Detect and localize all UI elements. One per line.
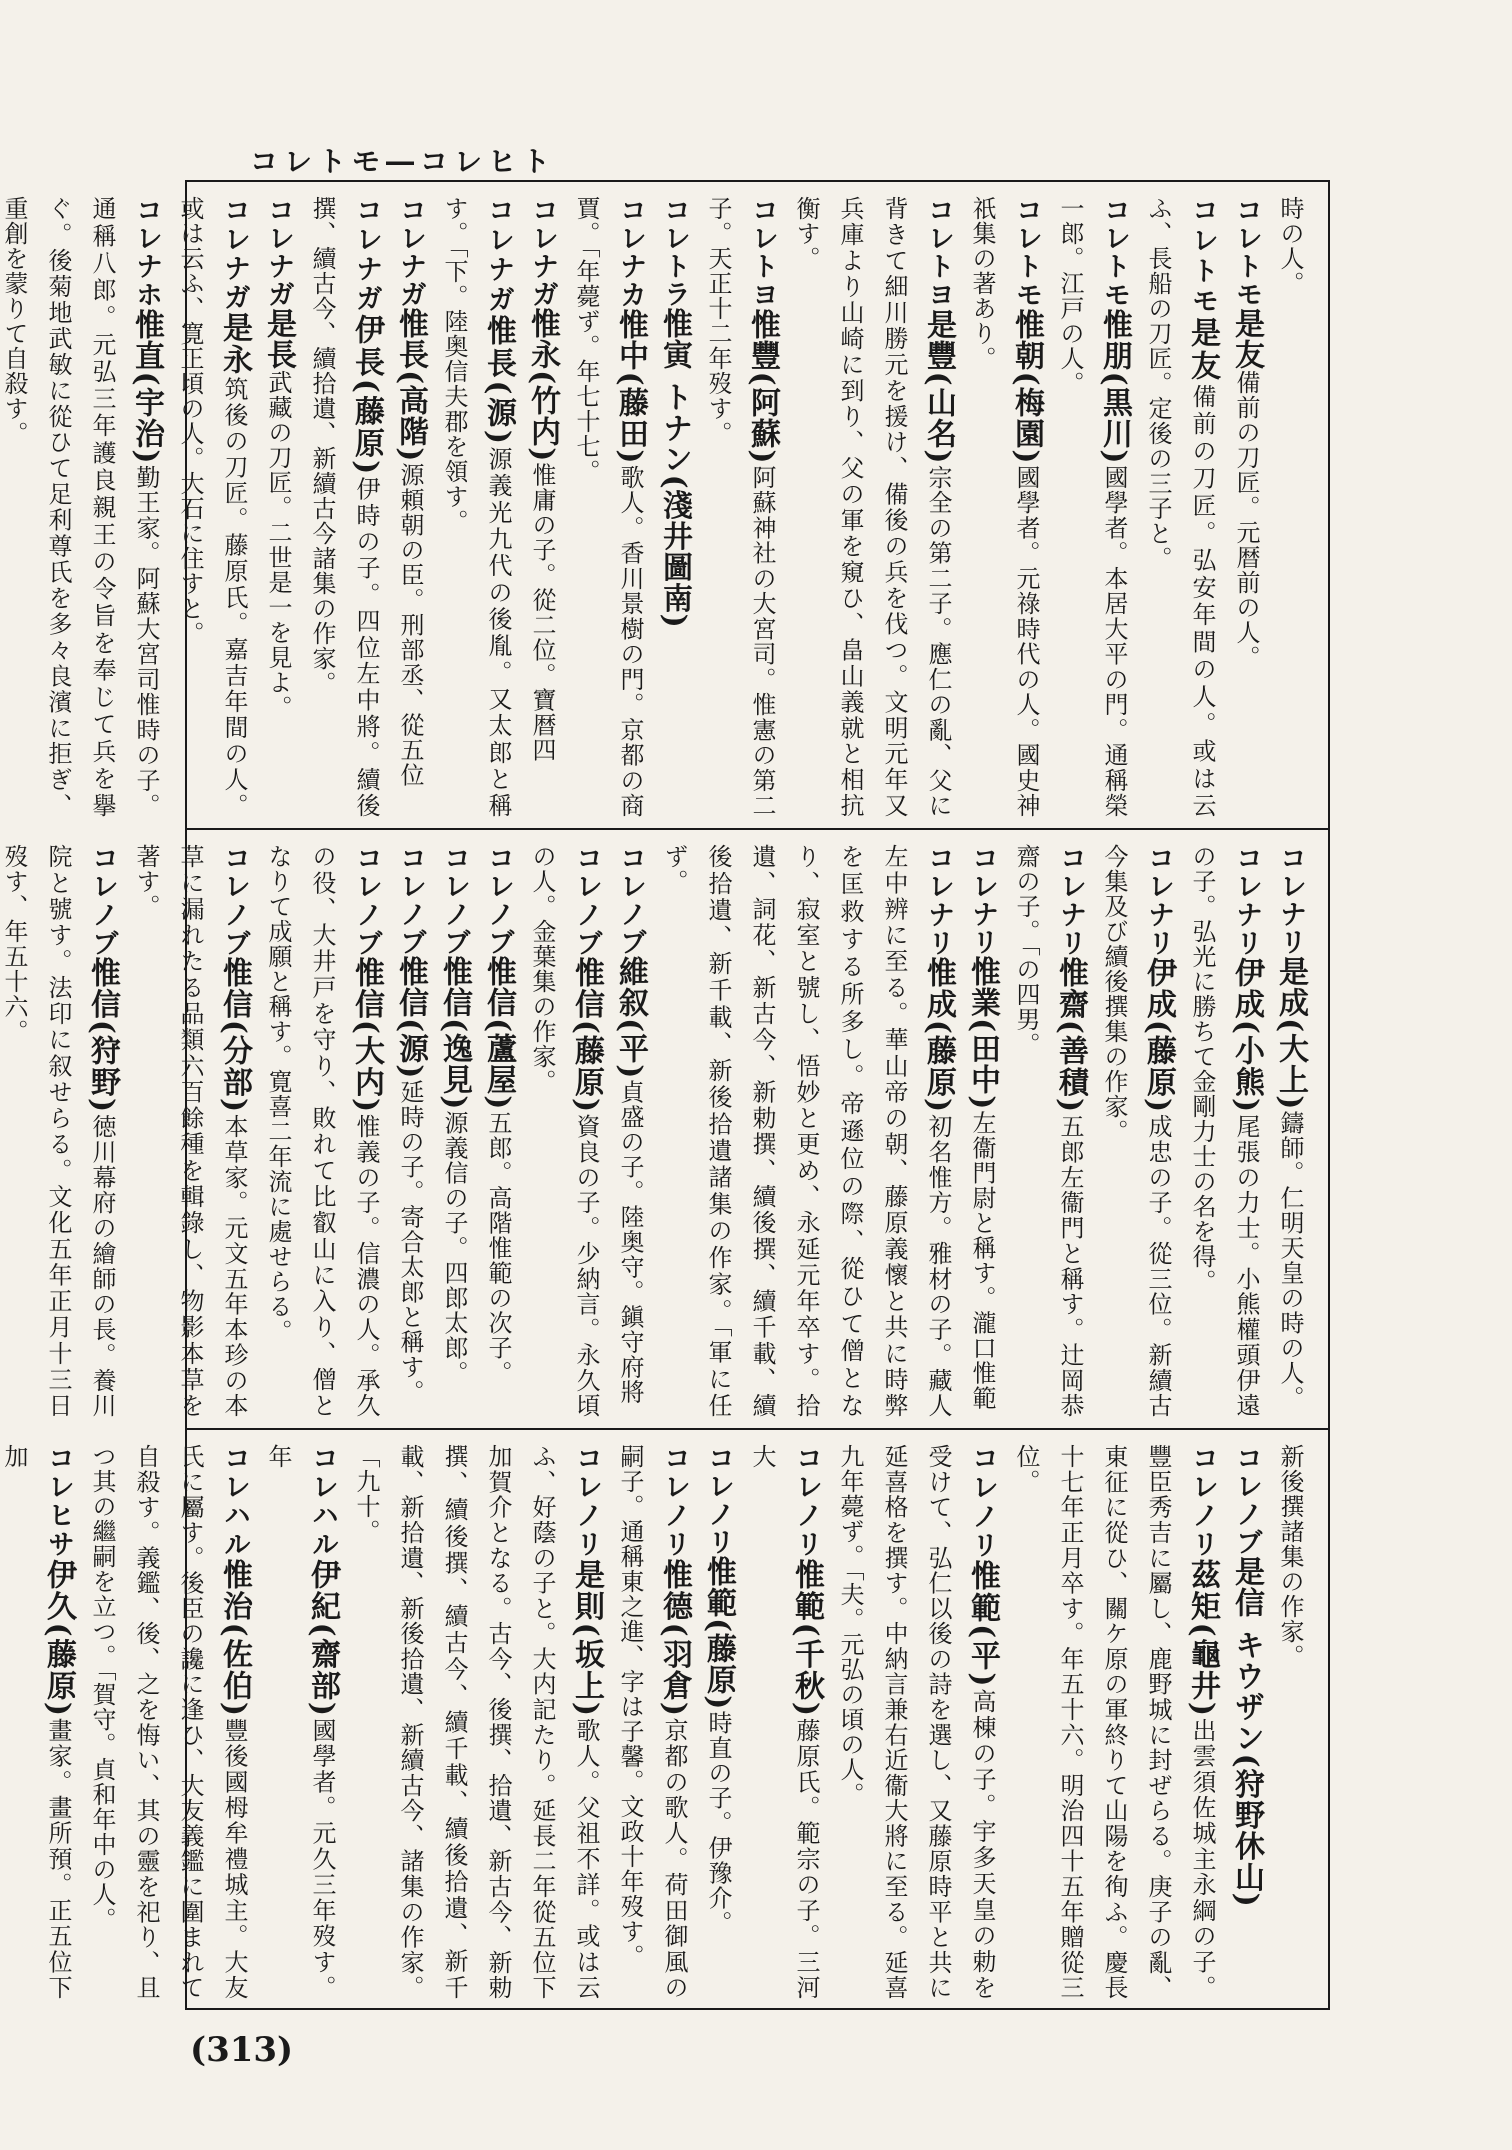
- entry-name: 是豐(山名): [921, 308, 956, 465]
- entry-name: 惟長(源): [481, 314, 516, 445]
- entry-description: 貞盛の子。陸奥守。鎭守府將: [616, 1079, 644, 1405]
- entry-description: 歌人。父祖不詳。或は云ふ、好蔭の子と。大内記たり。延長二年從五位下加賀介となる。古今、後撰、拾遺、新古今、新勅撰、續後撰、續古今、續千載、續後拾遺、新千載、新拾遺、新後拾遺、新續古今、諸集の作家。「九十。: [352, 1444, 600, 2001]
- tier-upper: [0, 182, 1328, 830]
- entry-name: 惟信(藤原): [569, 957, 604, 1114]
- entry-description: 歌人。香川景樹の門。京都の商賈。「年薨ず。年七十七。: [572, 196, 644, 819]
- entry-name: 是友: [1229, 308, 1264, 370]
- entry-reading: コレハル: [219, 1444, 250, 1559]
- entry-name: 惟朝(梅園): [1009, 308, 1044, 465]
- entry-description: 惟庸の子。從二位。寶暦四: [528, 462, 556, 763]
- entry-name: 惟信(源): [393, 956, 428, 1080]
- entry-description: 源義信の子。四郎太郎。: [440, 1110, 468, 1386]
- entry-description: 勤王家。阿蘇大宮司惟時の子。通稱八郎。元弘三年護良親王の令旨を奉じて兵を擧ぐ。後菊地武敏に從ひて足利尊氏を多々良濱に拒ぎ、重創を蒙りて自殺す。: [0, 196, 160, 819]
- entry-description: 惟義の子。信濃の人。承久の役、大井戸を守り、敗れて比叡山に入り、僧となりて成願と稱す。寛喜二年流に處せらる。: [264, 844, 380, 1419]
- dictionary-entry: [696, 196, 784, 818]
- entry-reading: コレトラ: [659, 196, 690, 308]
- entry-reading: コレナガ: [483, 196, 514, 315]
- entry-description: 畫家。畫所預。正五位下加: [0, 1444, 72, 2001]
- entry-description: 京都の歌人。荷田御風の嗣子。通稱東之進、字は子馨。文政十年歿す。: [616, 1444, 688, 2001]
- dictionary-entry: [476, 844, 520, 1418]
- entry-reading: コレナリ: [1231, 844, 1262, 958]
- entry-description: 豐後國栂牟禮城主。大友氏に屬す。後臣の讒に逢ひ、大友義鑑に圍まれて自殺す。義鑑、後、之を悔い、其の靈を祀り、且つ其の繼嗣を立つ。「賀守。貞和年中の人。: [88, 1444, 248, 2001]
- entry-reading: コレナリ: [967, 844, 998, 956]
- entry-description: 備前の刀匠。元暦前の人。: [1232, 370, 1260, 670]
- tier-middle: [0, 830, 1328, 1430]
- entry-reading: コレトモ: [1099, 196, 1130, 309]
- dictionary-entry: [520, 196, 564, 818]
- entry-description: 徳川幕府の繪師の長。養川院と號す。法印に叙せらる。文化五年正月十三日歿す、年五十六。: [0, 844, 116, 1419]
- entry-description: 武藏の刀匠。二世是一を見よ。: [264, 370, 292, 720]
- entry-name: 惟信(狩野): [85, 957, 120, 1114]
- entry-description: 國學者。本居大平の門。通稱榮一郎。江戸の人。: [1056, 196, 1128, 819]
- continuation-text: 新後撰諸集の作家。: [1276, 1444, 1304, 1669]
- entry-name: 維叙(平): [613, 956, 648, 1080]
- entry-description: 時直の子。伊豫介。: [704, 1710, 732, 1936]
- entry-reading: コレノブ: [395, 844, 426, 956]
- entry-reading: コレナホ: [131, 196, 162, 309]
- entry-name: 是長: [261, 308, 296, 370]
- entry-reading: コレナカ: [615, 196, 646, 309]
- page-number: (313): [190, 2030, 294, 2070]
- dictionary-entry: [1136, 196, 1224, 818]
- entry-reading: コレノブ: [1231, 1444, 1262, 1556]
- entry-name: 惟成(藤原): [921, 957, 956, 1114]
- entry-reading: コレナガ: [219, 196, 250, 313]
- entry-reading: コレノリ: [1187, 1444, 1218, 1559]
- dictionary-entry: [388, 196, 432, 818]
- dictionary-entry: [256, 196, 300, 818]
- dictionary-entry: [344, 1444, 608, 2000]
- dictionary-entry: [520, 844, 608, 1418]
- entry-reading: コレナリ: [1275, 844, 1306, 956]
- entry-reading: コレナガ: [351, 196, 382, 314]
- dictionary-entry: [828, 1444, 1004, 2000]
- entry-name: 惟範(平): [965, 1560, 1000, 1688]
- dictionary-entry: [740, 1444, 828, 2000]
- entry-name: 惟中(藤田): [613, 308, 648, 465]
- entry-reading: コレノリ: [967, 1444, 998, 1561]
- entry-description: 國學者。元久三年歿す。年: [264, 1444, 336, 2001]
- entry-description: 鑄師。仁明天皇の時の人。: [1276, 1110, 1304, 1411]
- dictionary-entry: [1224, 1444, 1268, 2000]
- dictionary-entry: [168, 196, 256, 818]
- entry-name: 伊成(藤原): [1141, 957, 1176, 1114]
- entry-reading: コレハル: [307, 1444, 338, 1559]
- entry-description: 延時の子。寄合太郎と稱す。: [396, 1079, 424, 1405]
- entry-reading: コレノブ: [219, 844, 250, 958]
- entry-reading: コレナガ: [527, 196, 558, 308]
- dictionary-entry: [652, 196, 696, 818]
- dictionary-entry: [256, 1444, 344, 2000]
- entry-name: 惟信(大内): [349, 957, 384, 1114]
- entry-name: 伊久(藤原): [41, 1558, 76, 1717]
- entry-name: 是永: [217, 312, 252, 377]
- page-frame: [0, 180, 1330, 2010]
- entry-name: 惟直(宇治): [129, 308, 164, 465]
- entry-reading: コレトモ: [1011, 196, 1042, 309]
- entry-name: 是成(大上): [1273, 956, 1308, 1111]
- entry-description: 藤原氏。範宗の子。三河大: [748, 1444, 820, 2001]
- dictionary-entry: [0, 1444, 80, 2000]
- entry-description: 尾張の力士。小熊權頭伊遠の子。弘光に勝ちて金剛力士の名を得。: [1188, 844, 1260, 1419]
- entry-name: 惟永(竹内): [525, 308, 560, 463]
- entry-reading: コレノブ: [483, 844, 514, 956]
- continuation-text: 時の人。: [1276, 196, 1304, 296]
- entry-reading: コレノブ: [615, 844, 646, 956]
- entry-reading: コレトヨ: [747, 196, 778, 309]
- entry-description: 備前の刀匠。弘安年間の人。或は云ふ、長船の刀匠。定後の三子と。: [1144, 196, 1216, 819]
- dictionary-entry: [0, 844, 124, 1418]
- entry-reading: コレナリ: [1143, 844, 1174, 958]
- entry-description: 成忠の子。從三位。新續古今集及び續後撰集の作家。: [1100, 844, 1172, 1419]
- dictionary-entry: [1048, 196, 1136, 818]
- dictionary-entry: [784, 196, 960, 818]
- entry-name: 伊紀(齋部): [305, 1558, 340, 1717]
- entry-reading: コレトヨ: [923, 196, 954, 309]
- entry-reading: コレノリ: [571, 1444, 602, 1559]
- dictionary-entry: [388, 844, 432, 1418]
- entry-name: 惟業(田中): [965, 956, 1000, 1111]
- dictionary-entry: [608, 1444, 696, 2000]
- entry-description: 高棟の子。宇多天皇の勅を受けて、弘仁以後の詩を選し、又藤原時平と共に延喜格を撰す。中納言兼右近衞大將に至る。延喜九年薨ず。「夫。元弘の頃の人。: [836, 1444, 996, 2001]
- dictionary-entry: [300, 196, 388, 818]
- entry-reading: コレノブ: [571, 844, 602, 958]
- entry-description: 本草家。元文五年本珍の本草に漏れたる品類六百餘種を輯錄し、物影本草を著す。: [132, 844, 248, 1419]
- dictionary-entry: [652, 844, 960, 1418]
- dictionary-entry: [564, 196, 652, 818]
- entry-reading: コレノリ: [703, 1444, 734, 1556]
- dictionary-entry: [1092, 844, 1180, 1418]
- dictionary-entry: [124, 844, 256, 1418]
- entry-name: 惟長(高階): [393, 308, 428, 463]
- entry-description: 源義光九代の後胤。又太郎と稱す。「下。陸奥信夫郡を領す。: [440, 196, 512, 818]
- dictionary-entry: [696, 1444, 740, 2000]
- entry-name: 是友: [1185, 317, 1220, 384]
- entry-name: 惟信(分部): [217, 957, 252, 1114]
- entry-reading: コレトモ: [1187, 196, 1218, 318]
- dictionary-entry: [256, 844, 388, 1418]
- entry-description: 資良の子。少納言。永久頃の人。金葉集の作家。: [528, 844, 600, 1419]
- entry-reading: コレヒサ: [43, 1444, 74, 1559]
- entry-name: 是則(坂上): [569, 1558, 604, 1717]
- entry-reading: コレナガ: [263, 196, 294, 308]
- entry-name: 惟範(千秋): [789, 1558, 824, 1717]
- entry-name: 茲矩(龜井): [1185, 1558, 1220, 1717]
- entry-description: 筑後の刀匠。藤原氏。嘉吉年間の人。或は云ふ、寛正頃の人。大石に住すと。: [176, 196, 248, 819]
- entry-name: 伊成(小熊): [1229, 957, 1264, 1114]
- dictionary-entry: [1224, 196, 1268, 818]
- entry-name: 惟朋(黒川): [1097, 308, 1132, 465]
- dictionary-entry: [1180, 844, 1268, 1418]
- dictionary-entry: [432, 844, 476, 1418]
- dictionary-entry: [80, 1444, 256, 2000]
- dictionary-entry: [1268, 844, 1312, 1418]
- entry-description: 宗全の第二子。應仁の亂、父に背きて細川勝元を援け、備後の兵を伐つ。文明元年又兵庫より山崎に到り、父の軍を窺ひ、畠山義就と相抗衡す。: [792, 196, 952, 819]
- tier-lower: [0, 1430, 1328, 2010]
- entry-name: 惟齋(善積): [1053, 957, 1088, 1114]
- entry-name: 惟信(逸見): [437, 956, 472, 1111]
- entry-name: 是信 キウザン(狩野休山): [1229, 1556, 1264, 1908]
- entry-description: 左衞門尉と稱す。瀧口惟範: [968, 1110, 996, 1411]
- entry-reading: コレノブ: [351, 844, 382, 958]
- entry-name: 惟範(藤原): [701, 1556, 736, 1711]
- entry-description: 阿蘇神社の大宮司。惟憲の第二子。天正十二年歿す。: [704, 196, 776, 819]
- entry-description: 初名惟方。雅材の子。藏人左中辨に至る。華山帝の朝、藤原義懷と共に時弊を匡救する所多し。帝遜位の際、從ひて僧となり、寂室と號し、悟妙と更め、永延元年卒す。拾遺、詞花、新古今、新勅撰、續後撰、續千載、續後拾遺、新千載、新後拾遺諸集の作家。「軍に任ず。: [660, 844, 952, 1419]
- dictionary-entry: [0, 196, 168, 818]
- dictionary-entry: [1004, 844, 1092, 1418]
- entry-reading: コレノブ: [87, 844, 118, 958]
- running-head: コレトモ―コレヒト: [250, 145, 557, 178]
- entry-description: 出雲須佐城主永綱の子。豐臣秀吉に屬し、鹿野城に封ぜらる。庚子の亂、東征に從ひ、關ケ原の軍終りて山陽を徇ふ。慶長十七年正月卒す。年五十六。明治四十五年贈從三位。: [1012, 1444, 1216, 2001]
- dictionary-entry: [960, 196, 1048, 818]
- entry-name: 伊長(藤原): [349, 313, 384, 475]
- entry-description: 伊時の子。四位左中將。續後撰、續古今、續拾遺、新續古今諸集の作家。: [308, 196, 380, 819]
- entry-name: 惟豐(阿蘇): [745, 308, 780, 465]
- entry-description: 五郎。高階惟範の次子。: [484, 1110, 512, 1386]
- entry-reading: コレナリ: [923, 844, 954, 958]
- entry-reading: コレノリ: [659, 1444, 690, 1559]
- dictionary-entry: [608, 844, 652, 1418]
- entry-name: 惟治(佐伯): [217, 1558, 252, 1717]
- dictionary-entry: [432, 196, 520, 818]
- entry-name: 惟寅 トナン(淺井圖南): [657, 308, 692, 629]
- entry-description: 五郎左衞門と稱す。辻岡恭齋の子。「の四男。: [1012, 844, 1084, 1419]
- dictionary-entry: [1004, 1444, 1224, 2000]
- entry-reading: コレトモ: [1231, 196, 1262, 308]
- entry-reading: コレノブ: [439, 844, 470, 956]
- entry-description: 國學者。元祿時代の人。國史神祇集の著あり。: [968, 196, 1040, 819]
- entry-description: 源頼朝の臣。刑部丞、從五位: [396, 462, 424, 788]
- entry-name: 惟德(羽倉): [657, 1558, 692, 1717]
- entry-reading: コレノリ: [791, 1444, 822, 1559]
- entry-name: 惟信(蘆屋): [481, 956, 516, 1111]
- entry-reading: コレナリ: [1055, 844, 1086, 958]
- entry-reading: コレナガ: [395, 196, 426, 308]
- dictionary-entry: [960, 844, 1004, 1418]
